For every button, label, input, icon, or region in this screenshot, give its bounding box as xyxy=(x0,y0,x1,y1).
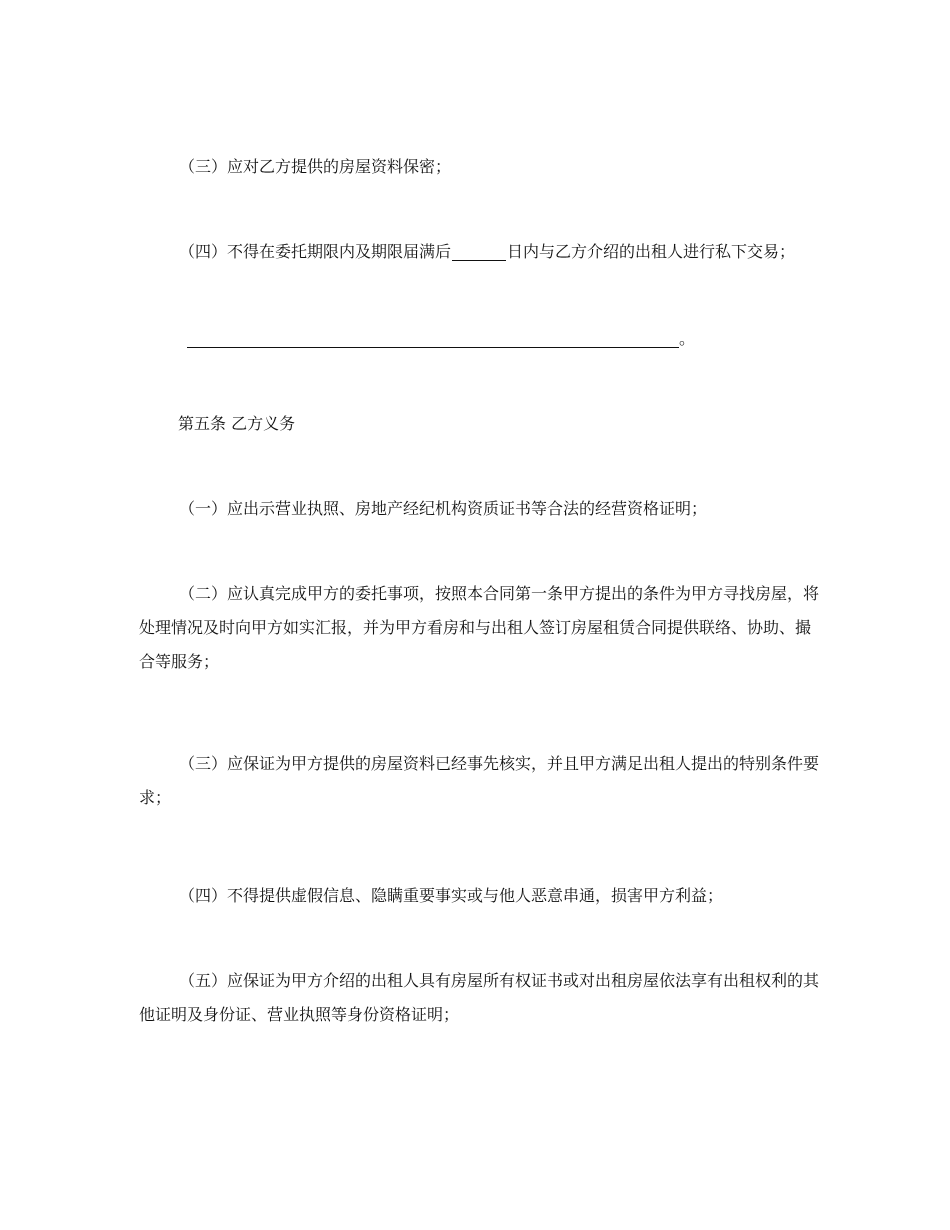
party-a-duty-4 xyxy=(139,235,819,269)
blank-line-end-mark: 。 xyxy=(679,329,696,348)
days-blank-field xyxy=(452,244,506,261)
party-b-duty-5: （五）应保证为甲方介绍的出租人具有房屋所有权证书或对出租房屋依法享有出租权利的其他证明及身份证、营业执照等身份资格证明； xyxy=(139,971,820,1024)
party-b-duty-1: （一）应出示营业执照、房地产经纪机构资质证书等合法的经营资格证明； xyxy=(179,499,708,518)
party-a-duty-4-text-after: 日内与乙方介绍的出租人进行私下交易； xyxy=(507,242,796,261)
party-a-duty-5-blank-line xyxy=(187,322,787,356)
party-b-duty-2: （二）应认真完成甲方的委托事项，按照本合同第一条甲方提出的条件为甲方寻找房屋，将处理情况及时向甲方如实汇报，并为甲方看房和与出租人签订房屋租赁合同提供联络、协助、撮合等服务； xyxy=(139,584,820,671)
party-a-duty-3: （三）应对乙方提供的房屋资料保密； xyxy=(179,157,452,176)
party-b-duty-3: （三）应保证为甲方提供的房屋资料已经事先核实，并且甲方满足出租人提出的特别条件要求； xyxy=(139,754,820,807)
party-a-duty-4-text-before: （四）不得在委托期限内及期限届满后 xyxy=(179,242,452,261)
long-blank-field xyxy=(187,331,679,348)
party-b-duty-4: （四）不得提供虚假信息、隐瞒重要事实或与他人恶意串通，损害甲方利益； xyxy=(179,886,724,905)
article-5-heading: 第五条 乙方义务 xyxy=(178,414,296,433)
